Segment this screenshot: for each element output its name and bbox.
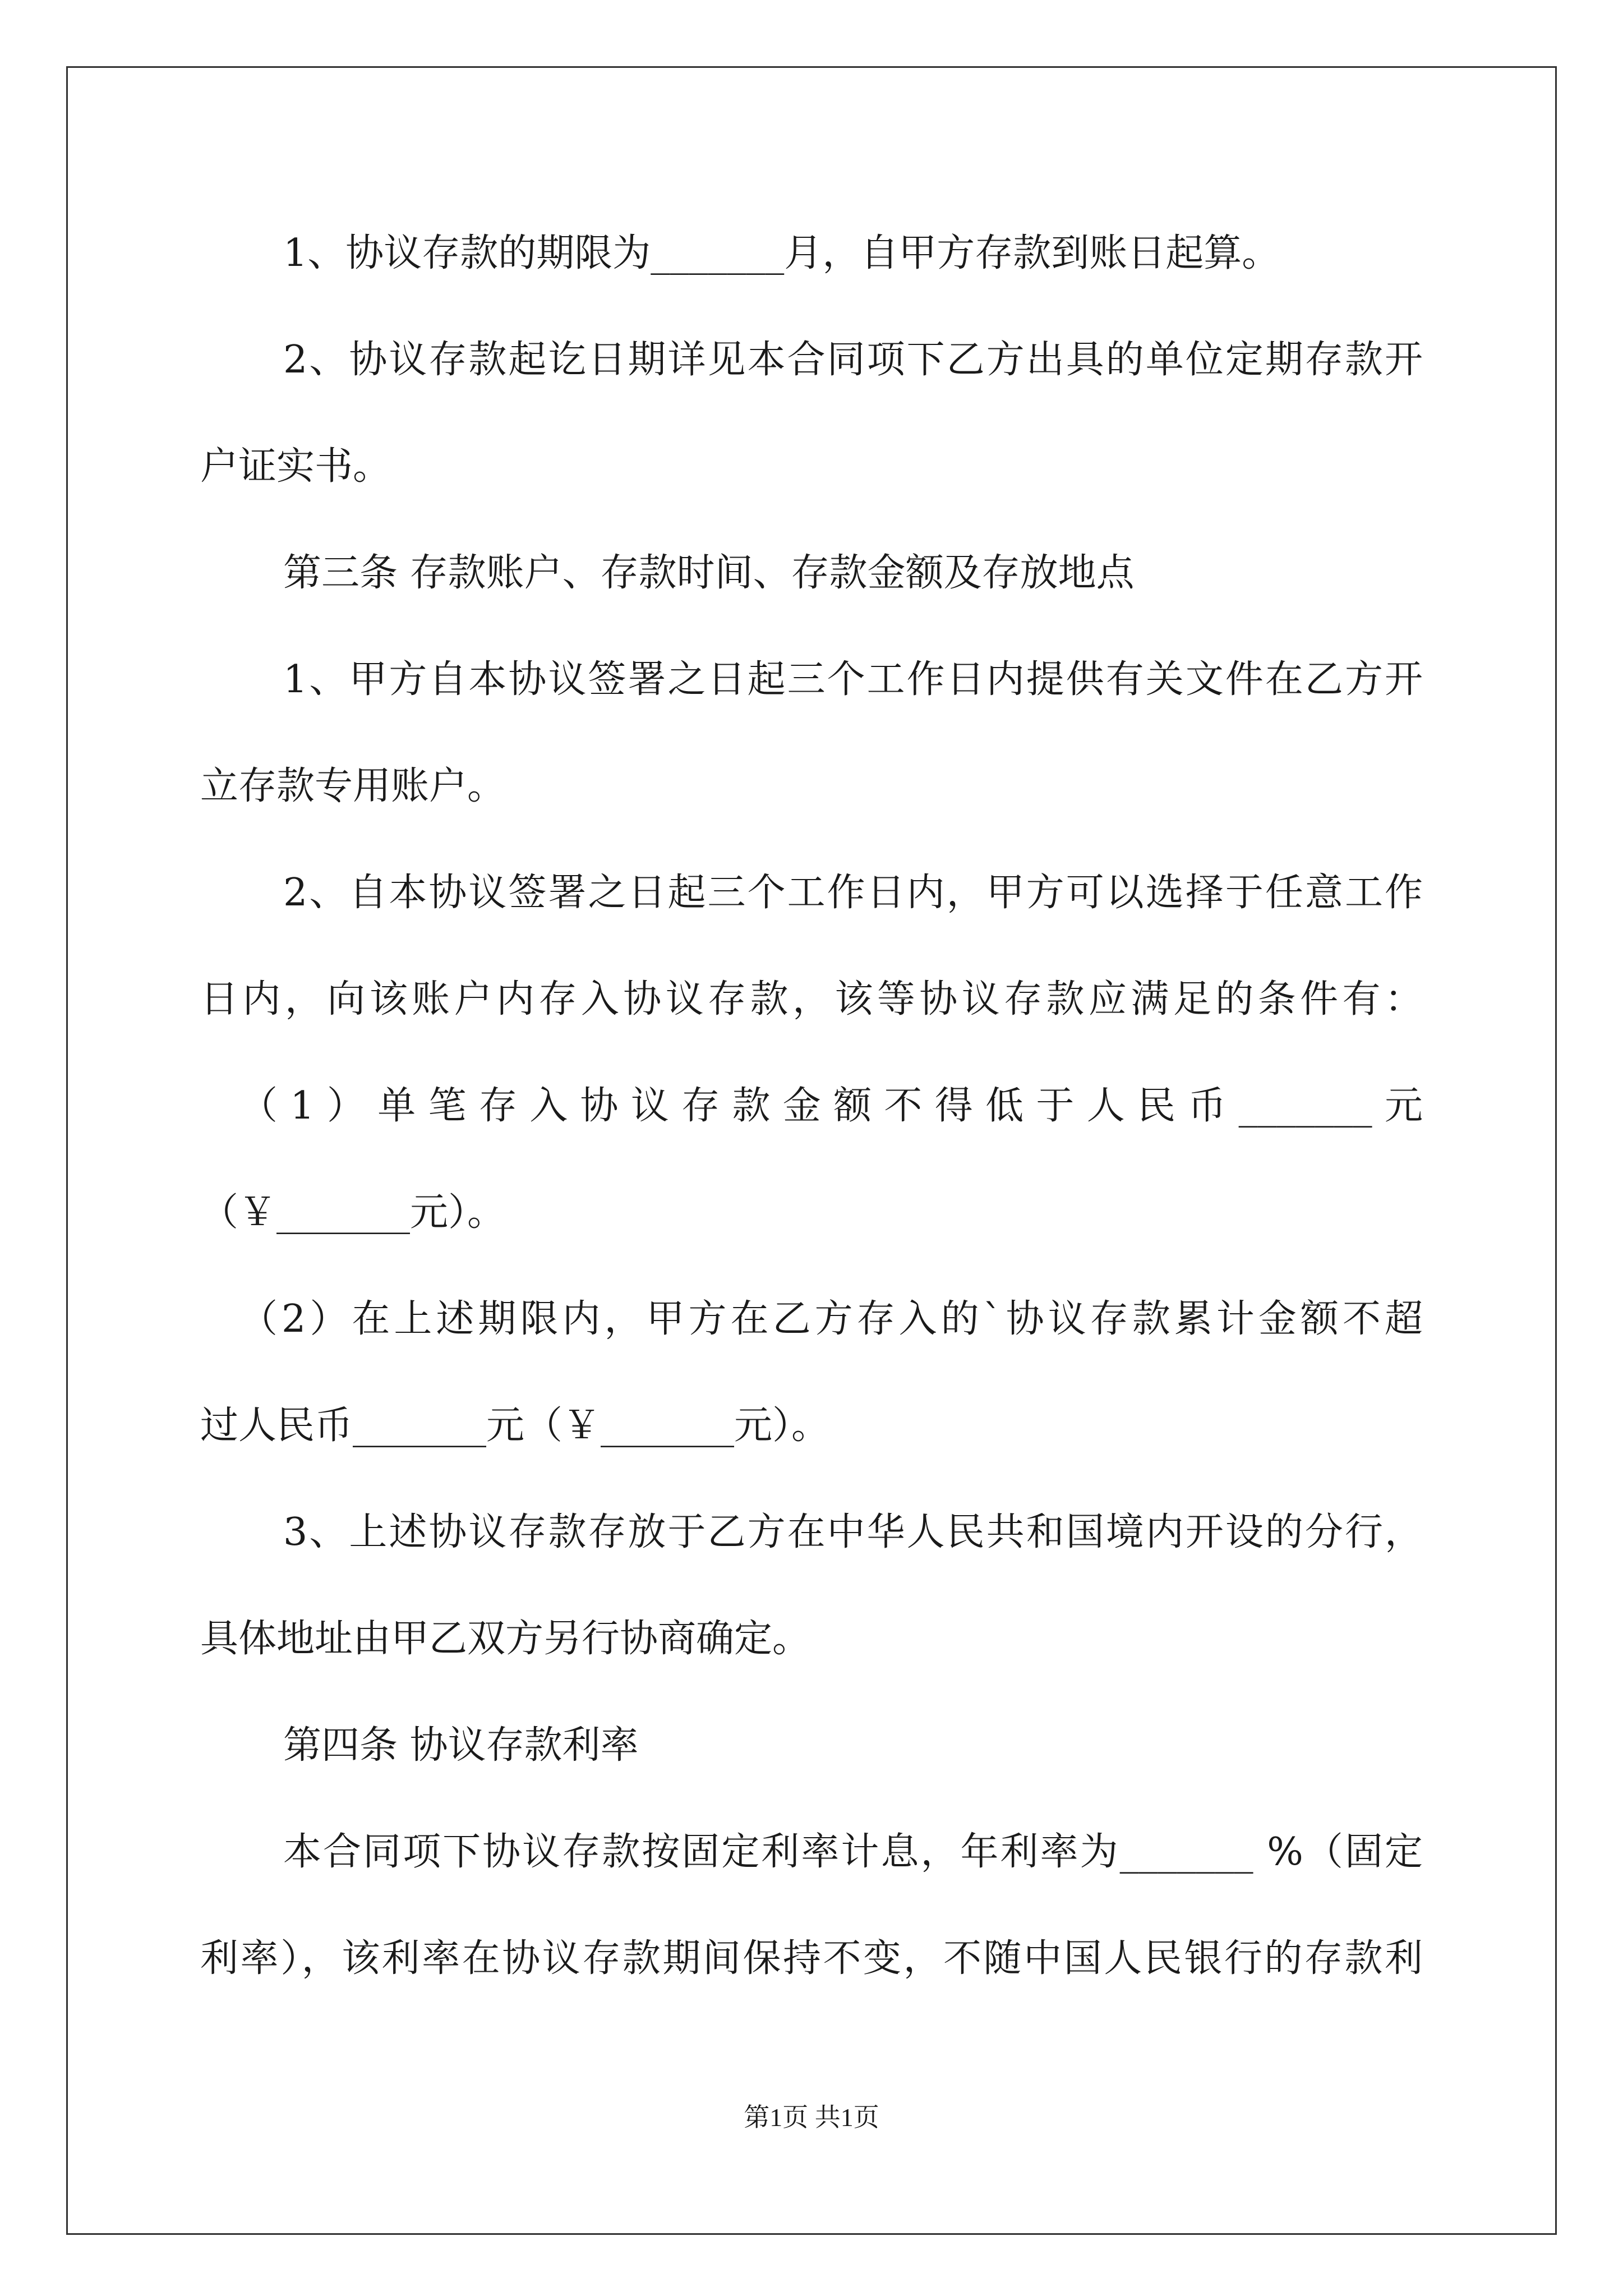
paragraph-line: 过人民币_______元（￥_______元）。 — [200, 1404, 830, 1448]
paragraph-line: 日内，向该账户内存入协议存款，该等协议存款应满足的条件有： — [200, 977, 1423, 1022]
paragraph-line: 2、自本协议签署之日起三个工作日内，甲方可以选择于任意工作 — [283, 871, 1423, 915]
paragraph-line: （1）单笔存入协议存款金额不得低于人民币_______元 — [239, 1084, 1423, 1128]
section-heading: 第四条 协议存款利率 — [283, 1723, 639, 1768]
paragraph-line: 1、协议存款的期限为_______月，自甲方存款到账日起算。 — [283, 231, 1280, 275]
paragraph-line: 2、协议存款起讫日期详见本合同项下乙方出具的单位定期存款开 — [283, 338, 1423, 382]
paragraph-line: （2）在上述期限内，甲方在乙方存入的`协议存款累计金额不超 — [239, 1297, 1423, 1341]
paragraph-line: （￥_______元）。 — [200, 1190, 506, 1235]
paragraph-line: 具体地址由甲乙双方另行协商确定。 — [200, 1617, 811, 1661]
section-heading: 第三条 存款账户、存款时间、存款金额及存放地点 — [283, 551, 1135, 595]
paragraph-line: 户证实书。 — [200, 444, 391, 489]
paragraph-line: 立存款专用账户。 — [200, 764, 506, 808]
page-number-footer: 第1页 共1页 — [744, 2103, 879, 2132]
paragraph-line: 1、甲方自本协议签署之日起三个工作日内提供有关文件在乙方开 — [283, 657, 1423, 702]
paragraph-line: 利率），该利率在协议存款期间保持不变，不随中国人民银行的存款利 — [200, 1936, 1423, 1981]
paragraph-line: 本合同项下协议存款按固定利率计息，年利率为_______ %（固定 — [283, 1830, 1423, 1874]
paragraph-line: 3、上述协议存款存放于乙方在中华人民共和国境内开设的分行， — [283, 1510, 1423, 1554]
